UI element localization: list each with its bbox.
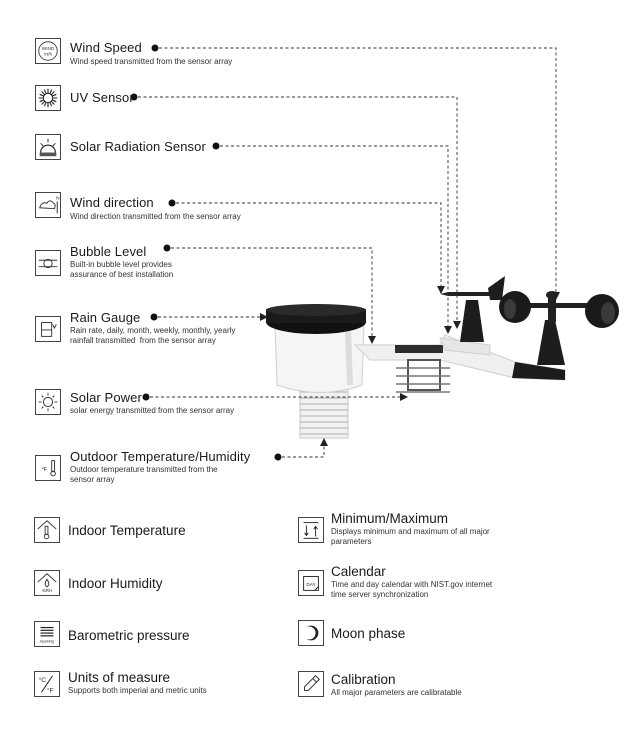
bubble-level-title: Bubble Level	[70, 244, 147, 259]
calendar-desc: Time and day calendar with NIST.gov internet time server synchronization	[331, 580, 493, 599]
outdoor-thermometer-icon	[35, 455, 61, 481]
solar-power-title: Solar Power	[70, 390, 142, 405]
min-max-arrows-icon	[298, 517, 324, 543]
indoor-humidity-icon	[34, 570, 60, 596]
solar-radiation-leader	[213, 143, 453, 335]
wind-direction-icon	[35, 192, 61, 218]
solar-radiation-title: Solar Radiation Sensor	[70, 139, 206, 154]
rain-gauge-desc: Rain rate, daily, month, weekly, monthly, yearly rainfall transmitted from the sensor array	[70, 326, 236, 345]
moon-phase-icon	[298, 620, 324, 646]
barometric-title: Barometric pressure	[68, 628, 190, 643]
svg-text:hpa/inHg: hpa/inHg	[39, 639, 55, 644]
svg-text:WIND: WIND	[41, 46, 55, 52]
svg-text:DAY: DAY	[306, 581, 316, 587]
wind-speed-title: Wind Speed	[70, 40, 142, 55]
outdoor-temp-leader	[275, 438, 329, 461]
calendar-title: Calendar	[331, 564, 386, 579]
wind-direction-desc: Wind direction transmitted from the sensor array	[70, 212, 241, 221]
barometer-icon	[34, 621, 60, 647]
solar-power-leader	[143, 393, 409, 401]
rain-gauge-icon	[35, 316, 61, 342]
svg-text:N: N	[56, 195, 60, 201]
svg-text:%RH: %RH	[42, 588, 52, 594]
uv-sensor-title: UV Sensor	[70, 90, 134, 105]
calibration-title: Calibration	[331, 672, 396, 687]
bubble-level-icon	[35, 250, 61, 276]
uv-sun-icon	[35, 85, 61, 111]
indoor-temperature-icon	[34, 517, 60, 543]
solar-power-desc: solar energy transmitted from the sensor array	[70, 406, 235, 415]
rain-gauge-leader	[151, 313, 269, 321]
wind-speed-desc: Wind speed transmitted from the sensor array	[70, 57, 233, 66]
min-max-desc: Displays minimum and maximum of all major parameters	[331, 527, 490, 546]
calibration-desc: All major parameters are calibratable	[331, 688, 462, 697]
wind-speed-leader	[152, 45, 561, 301]
svg-text:°F: °F	[41, 466, 48, 473]
outdoor-temp-desc: Outdoor temperature transmitted from the sensor array	[70, 465, 218, 484]
moon-phase-title: Moon phase	[331, 626, 406, 641]
units-icon	[34, 671, 60, 697]
svg-text:mi/h: mi/h	[44, 51, 52, 57]
svg-text:°C: °C	[38, 677, 46, 685]
bubble-level-desc: Built-in bubble level provides assurance of best installation	[70, 260, 174, 279]
indoor-humidity-title: Indoor Humidity	[68, 576, 163, 591]
indoor-temperature-title: Indoor Temperature	[68, 523, 186, 538]
solar-radiation-icon	[35, 134, 61, 160]
min-max-title: Minimum/Maximum	[331, 511, 449, 526]
units-title: Units of measure	[68, 670, 171, 685]
svg-text:°F: °F	[47, 687, 54, 695]
calibration-pen-icon	[298, 671, 324, 697]
calendar-icon	[298, 570, 324, 596]
outdoor-temp-title: Outdoor Temperature/Humidity	[70, 449, 251, 464]
solar-power-icon	[35, 389, 61, 415]
rain-gauge-title: Rain Gauge	[70, 310, 141, 325]
units-desc: Supports both imperial and metric units	[68, 686, 207, 695]
wind-direction-title: Wind direction	[70, 195, 154, 210]
wind-speed-icon	[35, 38, 61, 64]
